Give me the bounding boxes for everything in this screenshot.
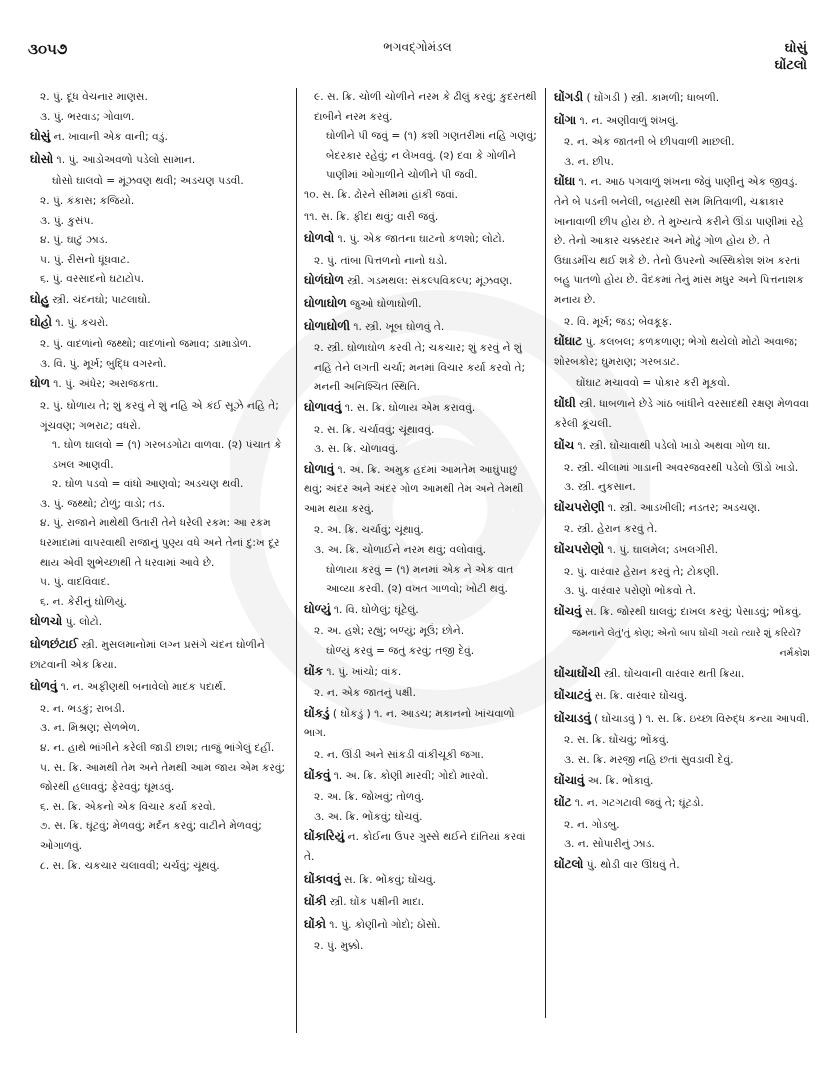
definition-text: પું. થોડી વાર ઊંઘવું તે. [583,858,680,871]
headword: ઘોંઘી [554,395,576,410]
dictionary-entry [304,229,538,250]
dictionary-entry [554,540,810,561]
headword: ઘોંચવું [554,603,582,618]
headword: ઘોંટ [554,795,572,810]
guide-words [775,40,807,74]
definition-text: ૨. સ. ક્રિ. ચર્ચાવવું; ચૂંથાવવું. [314,423,435,436]
definition-text: ઘોંઘાટ મચાવવો = પોકાર કરી મૂકવો. [576,377,730,390]
definition-text: ૧. પું. એક જાતના ઘાટનો કળશો; લોટો. [334,233,505,246]
definition-text: ૧. પું. અંધેર; અરાજકતા. [49,378,159,391]
definition-text: ૩. પું. જથ્થો; ટોળું; વાડો; તડ. [40,497,166,510]
headword: ઘોંચાઘોંચી [554,665,601,680]
sense-line [554,133,810,153]
definition-text: ૩. વિ. પું. મૂર્ખ; બુદ્ધિ વગરનો. [40,357,167,370]
sense-line [30,251,288,271]
sense-line [30,573,288,593]
headword: ઘોળાઘોળી [304,318,350,333]
definition-text: પું. લોટો. [62,616,103,629]
dictionary-entry [30,127,288,148]
headword: ઘોળછંટાઈ [30,637,78,652]
definition-text: ૩. પું. ભરવાડ; ગોવાળ. [40,110,135,123]
headword: ઘોંઘાટ [554,334,583,349]
headword: ઘોંચપરોણી [554,499,605,514]
dictionary-entry [304,600,538,621]
headword: ઘોંકો [304,916,326,931]
sense-line [554,459,810,479]
definition-text: ૨. ન. એક જાતની બે છીપવાળી માછલી. [564,136,735,149]
definition-text: સ્ત્રી. ગડમથલ: સંકલ્પવિકલ્પ; મૂંઝવણ. [343,275,513,288]
sense-line [304,684,538,704]
sense-line [304,937,538,957]
definition-text: ૫. સ. ક્રિ. આમથી તેમ અને તેમથી આમ જાય એમ કરવું; જોરથી હલાવવું; ફેરવવું; ઘૂમડવું. [40,761,286,794]
sense-line [304,440,538,460]
sense-line [554,520,810,540]
headword: ઘોંટલો [554,856,584,871]
dictionary-columns [30,88,812,1048]
definition-text: ૧. ન. ગટગટાવી જવું તે; ઘૂંટડો. [571,797,704,810]
definition-text: ૨. સ્ત્રી. ચીલામાં ગાડાની અવરજવરથી પડેલો ઊંડો ખાડો. [564,461,799,474]
dictionary-entry [554,394,810,434]
headword: ઘોંકાવવું [304,871,341,886]
sense-line [30,739,288,759]
definition-text: ૨. અ. હશે; રહ્યું; બળ્યું; મૂઉં; છોને. [314,625,465,638]
definition-text: ૯. સ. ક્રિ. ચોળી ચોળીને નરમ કે ઢીલું કરવું; કુદરતથી દાબીને નરમ કરવું. [314,91,537,123]
headword: ઘોળંઘોળ [304,273,344,288]
dictionary-entry [304,398,538,419]
sense-line [304,88,538,127]
definition-text: ૭. સ. ક્રિ. ઘૂંટવું; મેળવવું; મર્દન કરવું; વાટીને મેળવવું; ઓગાળવું. [40,820,262,852]
definition-text: ન. ખાવાની એક વાની; વડું. [50,131,168,144]
headword: ઘોંકડું [304,705,330,720]
sense-line [30,798,288,818]
sense-line [304,541,538,561]
definition-text: ૩. ન. છીપ. [564,155,614,168]
definition-text: ૨. ઘોળ પડવો = વાંધો આણવો; અડચણ થવી. [52,478,244,491]
dictionary-entry [304,208,538,228]
idiom-line [554,374,810,394]
dictionary-entry [304,317,538,338]
idiom-line [30,436,288,475]
sense-line [554,563,810,583]
sense-line [30,495,288,515]
dictionary-entry [304,892,538,913]
dictionary-entry [554,855,810,876]
headword: ઘોળાઘોળ [304,295,347,310]
column-right [554,88,810,1048]
sense-line [554,582,810,602]
dictionary-entry [554,88,810,109]
idiom-line [304,561,538,600]
definition-text: ૨. પું. વાદળાંનો જથ્થો; વાદળાંનો જમાવ; ડામાડોળ. [40,338,252,351]
dictionary-entry [304,186,538,206]
sense-line [30,88,288,108]
headword: ઘોળવું [30,679,58,694]
headword: ઘોંગડી [554,90,584,104]
dictionary-entry [304,294,538,315]
definition-text: ૨. ન. એક જાતનું પક્ષી. [314,687,416,700]
sense-line [304,421,538,441]
sense-line [30,719,288,739]
dictionary-entry [304,662,538,683]
sense-line [30,108,288,128]
definition-text: ૩. સ્ત્રી. નુકસાન. [564,481,636,494]
dictionary-entry [30,677,288,698]
sense-line [304,746,538,766]
definition-text: જમનાને લેતું'તું કોણ; એનો બાપ ઘોંચી ગયો ત્યારે શું કરિયે? [572,628,802,640]
headword: ઘોળાવવું [304,399,342,414]
dictionary-entry [554,664,810,685]
sense-line [304,252,538,272]
definition-text: ૧. પું. આડોઅવળો પડેલો સામાન. [53,153,196,166]
dictionary-entry [554,602,810,623]
headword: ઘોહો [30,314,52,329]
definition-text: ૧. સ્ત્રી. આડખીલી; નડતર; અડચણ. [604,501,761,514]
definition-text: ૨. અ. ક્રિ. જોખવું; તોળવું. [314,791,425,804]
definition-text: ૩. અ. ક્રિ. ભોંકવું; ઘોંચવું. [314,810,423,823]
headword: ઘોંચાડવું [554,710,591,725]
dictionary-entry [30,150,288,171]
definition-text: ૧. પું. કચરો. [52,316,109,329]
definition-text: સ. ક્રિ. જોરથી ઘાલવું; દાખલ કરવું; પેસાડવું; ભોંકવું. [581,605,802,618]
sense-line [30,397,288,436]
definition-text: ૨. પું. ઘોળાય તે; શું કરવું ને શું નહિ એ કંઈ સૂઝે નહિ તે; ગૂંચવણ; ગભરાટ; વધરો. [40,399,279,432]
headword: ઘોંકારિયું [304,829,345,844]
definition-text: ૧. પું. ઘાલમેલ; ડખલગીરી. [604,544,719,557]
headword: ઘોસો [30,151,54,166]
dictionary-entry [304,766,538,787]
column-divider [545,88,546,1018]
sense-line [30,700,288,720]
definition-text: ૨. ન. ગોડબુ. [564,818,620,831]
definition-text: ૧. અ. ક્રિ. અમુક હદમાં આમતેમ આઘુંપાછું થવું; અંદર અને અંદર ગોળ આમથી તેમ અને તેમથી આમ થયા કરવું. [304,463,524,515]
headword: ઘોંક [304,663,323,678]
sense-line [554,816,810,836]
headword: ઘોળ્યું [304,601,331,616]
headword: ઘોળચો [30,614,63,629]
idiom-line [304,127,538,186]
sense-line [30,857,288,877]
guide-word-first: ઘોસું [784,41,807,56]
sense-line [304,808,538,828]
headword: ઘોંકી [304,894,327,909]
definition-text: ૩. ન. સોપારીનું ઝાડ. [564,838,655,851]
definition-text: ૨. પું. તાંબા પિત્તળનો નાનો ઘડો. [314,254,448,267]
definition-text: ૨. અ. ક્રિ. ચર્ચાવું; ચૂંથાવું. [314,524,424,537]
dictionary-entry [554,771,810,792]
definition-text: ૨. ન. ભડકું; રાબડી. [40,702,126,715]
definition-text: ૩. પું. વારંવાર પરોણો ભોંકવો તે. [564,585,696,598]
definition-text: ૨. વિ. મૂર્ખ; જડ; બેવકૂફ. [564,315,673,328]
idiom-line [30,475,288,495]
sense-line [554,478,810,498]
sense-line [30,593,288,613]
sense-line [304,339,538,398]
definition-text: ૧. ઘોળ ઘાલવો = (૧) ગરબડગોટા વાળવા. (૨) પંચાત કે ડખલ આણવી. [52,439,282,471]
page-header [28,40,807,85]
definition-text: ૨. પું. મુક્કો. [314,940,364,953]
definition-text: સ્ત્રી. મુસલમાનોમાં લગ્ન પ્રસંગે ચંદન ઘોળીને છાંટવાની એક ક્રિયા. [30,639,265,671]
dictionary-entry [554,709,810,730]
quotation [554,624,810,644]
dictionary-entry [30,635,288,675]
sense-line [30,335,288,355]
definition-text: ૧. સ. ક્રિ. ઘોળાય એમ કરાવવું. [341,401,476,414]
sense-line [30,817,288,856]
definition-text: ૩. સ. ક્રિ. મરજી નહિ છતાં સુવડાવી દેવું. [564,754,734,766]
sense-line [554,751,810,771]
definition-text: સ્ત્રી. ઘોંચવાની વારંવાર થતી ક્રિયા. [600,667,745,680]
definition-text: ઘોળાયા કરવું = (૧) મનમાં એક ને એક વાત આવ્યા કરવી. (૨) વખત ગાળવો; ખોટી થવું. [326,563,514,596]
definition-text: ૮. સ. ક્રિ. ચકચાર ચલાવવી; ચર્ચવું; ચૂંથવું. [40,859,220,872]
sense-line [30,270,288,290]
dictionary-entry [304,460,538,520]
sense-line [304,521,538,541]
headword: ઘોળાવું [304,461,335,476]
definition-text: ૧૦. સ. ક્રિ. ઢોરને સીમમાં હાંકી જવાં. [304,188,458,201]
definition-text: અ. ક્રિ. ભોંકાવું. [584,774,654,787]
sense-line [304,622,538,642]
idiom-line [30,172,288,192]
definition-text: સ્ત્રી. ચંદનઘો; પાટલાઘો. [49,293,151,306]
definition-text: ૨. સ્ત્રી. હેરાન કરવું તે. [564,523,658,536]
idiom-line [304,642,538,662]
headword: ઘોંગા [554,112,577,127]
definition-text: ૩. ન. મિશ્રણ; સેળભેળ. [40,722,141,735]
sense-line [554,153,810,173]
definition-text: ૫. પું. રીસનો ધૂંધવાટ. [40,253,130,266]
definition-text: ૩. અ. ક્રિ. ચોળાઈને નરમ થવું; વલોવાવું. [314,544,487,557]
headword: ઘોહુ [30,291,50,306]
definition-text: ૨. સ. ક્રિ. ઘોંચવું; ભોંકવું. [564,734,670,747]
definition-text: ૪. પું. રાજાને માથેથી ઉતારી તેને ધરેલી રકમ: આ રકમ ધરમાદામાં વાપરવાથી રાજાનું પુણ્ય વધે અને તેનાં દુ:ખ દૂર થાય એવી શુભેચ્છાથી તે ધરવામાં આવે છે. [40,517,280,569]
definition-text: ૧. ન. અણીવાળું શંખલું. [576,114,679,127]
dictionary-entry [304,704,538,744]
dictionary-entry [554,686,810,707]
headword: ઘોંકવું [304,767,331,782]
sense-line [554,835,810,855]
dictionary-entry [30,612,288,633]
dictionary-entry [554,111,810,132]
definition-text: ૬. પું. વરસાદનો ઘટાટોપ. [40,273,145,286]
headword: ઘોળ [30,376,50,391]
definition-text: ૩. સ. ક્રિ. ચોળાવવું. [314,443,399,456]
sense-line [30,759,288,798]
dictionary-entry [554,172,810,310]
definition-text: ૨. ન. ઊંડી અને સાંકડી વાંકીચૂકી જગા. [314,749,484,761]
definition-text: ૨. પું. કંકાસ; કજિયો. [40,194,135,207]
definition-text: ૪. પું. ઘાટું ઝાડ. [40,234,108,247]
column-divider [296,88,297,1033]
definition-text: ( ઘોંકડું ) ૧. ન. આડચ; મકાનનો ખાંચવાળો ભાગ. [304,707,515,740]
column-middle [304,88,538,1048]
definition-text: ૬. ન. કેરીનું ઘોળિયું. [40,595,127,608]
definition-text: ( ઘોંગડી ) સ્ત્રી. કામળી; ધાબળી. [583,92,720,104]
definition-text: ૨. પું. વારંવાર હેરાન કરવું તે; ટોકણી. [564,565,719,578]
dictionary-entry [304,827,538,867]
sense-line [30,514,288,573]
sense-line [30,355,288,375]
definition-text: ૨. પું. દૂધ વેચનાર માણસ. [40,91,148,103]
definition-text: ૧. સ્ત્રી. ઘોંચાવાથી પડેલો ખાડો અથવા ગોળ ઘા. [574,440,771,453]
dictionary-entry [304,915,538,936]
headword: ઘોસું [30,129,51,144]
definition-text: સ્ત્રી. ધાબળાને છેડે ગાંઠ બાંધીને વરસાદથી રક્ષણ મેળવવા કરેલી કૂંચલી. [554,397,809,430]
dictionary-entry [554,332,810,372]
page-number: ૩૦૫૭ [28,40,68,58]
sense-line [304,788,538,808]
definition-text: ઘોળ્યું કરવું = જતું કરવું; તજી દેવું. [326,645,475,658]
definition-text: પું. કલબલ; કળકળાણ; ભેગો થયેલો મોટો અવાજ; શોરબકોર; ઘુમરાણ; ગરબડાટ. [554,336,798,368]
definition-text: ઘોસો ઘાલવો = મૂંઝવણ થવી; અડચણ પડવી. [52,175,244,188]
definition-text: ૨. સ્ત્રી. ઘોળાઘોળ કરવી તે; ચકચાર; શું કરવું ને શું નહિ તેને લગતી ચર્ચા; મનમાં વિચાર કર્યા કરવો તે; મનની અનિશ્ચિત સ્થિતિ. [314,342,526,394]
dictionary-entry [30,313,288,334]
guide-word-last: ઘોંટલો [774,58,807,73]
headword: ઘોંચાવું [554,772,585,787]
definition-text: ( ઘોંચાડવું ) ૧. સ. ક્રિ. ઇચ્છા વિરુદ્ધ કન્યા આપવી. [590,712,810,725]
definition-text: ૪. ન. હાથે ભાંગીને કરેલી જાડી છાશ; તાજું ભાંગેલું દહીં. [40,742,275,754]
definition-text: ન. કોઈના ઉપર ગુસ્સે થઈને દાંતિયાં કરવાં તે. [304,831,526,863]
definition-text: ૧. પું. કોણીનો ગોદો; ઠોંસો. [325,918,441,931]
sense-line [30,192,288,212]
definition-text: સ. ક્રિ. વારંવાર ઘોંચવું. [591,690,688,703]
definition-text: નર્મકોશ [779,648,810,660]
definition-text: સ. ક્રિ. ભોંકવું; ઘોંચવું. [340,873,437,886]
headword: ઘોંચપરોણો [554,542,605,557]
definition-text: ૧. ન. આઠ પગવાળું શંખના જેવું પાણીનું એક જીવડું. તેને બે પડની બનેલી, બહારથી સમ મિતિવાળી, ચક્રાકાર ખાનાવાળી છીપ હોય છે. તે મુખ્યત્વે કરીને ઊંડા પાણીમાં રહે છે. તેનો આકાર ચક્કરદાર અને મોઢું ગોળ હોય છે. તે ઉઘાડમીંચ થઈ શકે છે. તેનો ઉપરનો અસ્થિકોશ શંખ કરતાં બહુ પાતળો હોય છે. વૈદકમાં તેનું માંસ મધુર અને પિત્તનાશક મનાય છે. [554,176,804,306]
sense-line [30,231,288,251]
dictionary-entry [30,374,288,395]
definition-text: ૧૧. સ. ક્રિ. ફીદા થવું; વારી જવું. [304,210,439,223]
headword: ઘોળવો [304,231,335,246]
definition-text: ૬. સ. ક્રિ. એકનો એક વિચાર કર્યા કરવો. [40,800,216,813]
dictionary-entry [304,271,538,292]
sense-line [554,731,810,751]
headword: ઘોંચ [554,438,575,453]
column-left [30,88,288,1048]
definition-text: જુઓ ઘોળાઘોળી. [346,297,422,310]
definition-text: ઘોળીને પી જવું = (૧) કશી ગણતરીમાં નહિ ગણવું; બેદરકાર રહેવું; ન લેખવવું. (૨) દવા કે ગોળીને પાણીમાં ઓગાળીને ચોળીને પી જવી. [326,130,537,182]
dictionary-entry [304,870,538,891]
sense-line [30,212,288,232]
definition-text: ૧. ન. અફીણથી બનાવેલો માદક પદાર્થ. [57,681,227,694]
quote-source [554,644,810,664]
headword: ઘોંઘા [554,174,576,189]
dictionary-entry [554,793,810,814]
dictionary-entry [554,436,810,457]
definition-text: ૧. અ. ક્રિ. કોણી મારવી; ગોદો મારવો. [330,769,489,782]
dictionary-entry [554,498,810,519]
definition-text: સ્ત્રી. ઘોંક પક્ષીની માદા. [326,896,425,909]
definition-text: ૧. વિ. ઘોળેલું; ઘૂંટેલું. [330,603,419,616]
definition-text: ૩. પું. કુસંપ. [40,214,94,227]
definition-text: ૧. સ્ત્રી. ખૂબ ઘોળવું તે. [349,320,445,333]
definition-text: ૫. પું. વાદવિવાદ. [40,576,110,589]
sense-line [554,313,810,333]
dictionary-entry [30,290,288,311]
headword: ઘોંચાટવું [554,688,592,703]
book-title: ભગવદ્ગોમંડલ [383,40,452,54]
definition-text: ૧. પું. ખાંચો; વાંક. [322,665,402,678]
